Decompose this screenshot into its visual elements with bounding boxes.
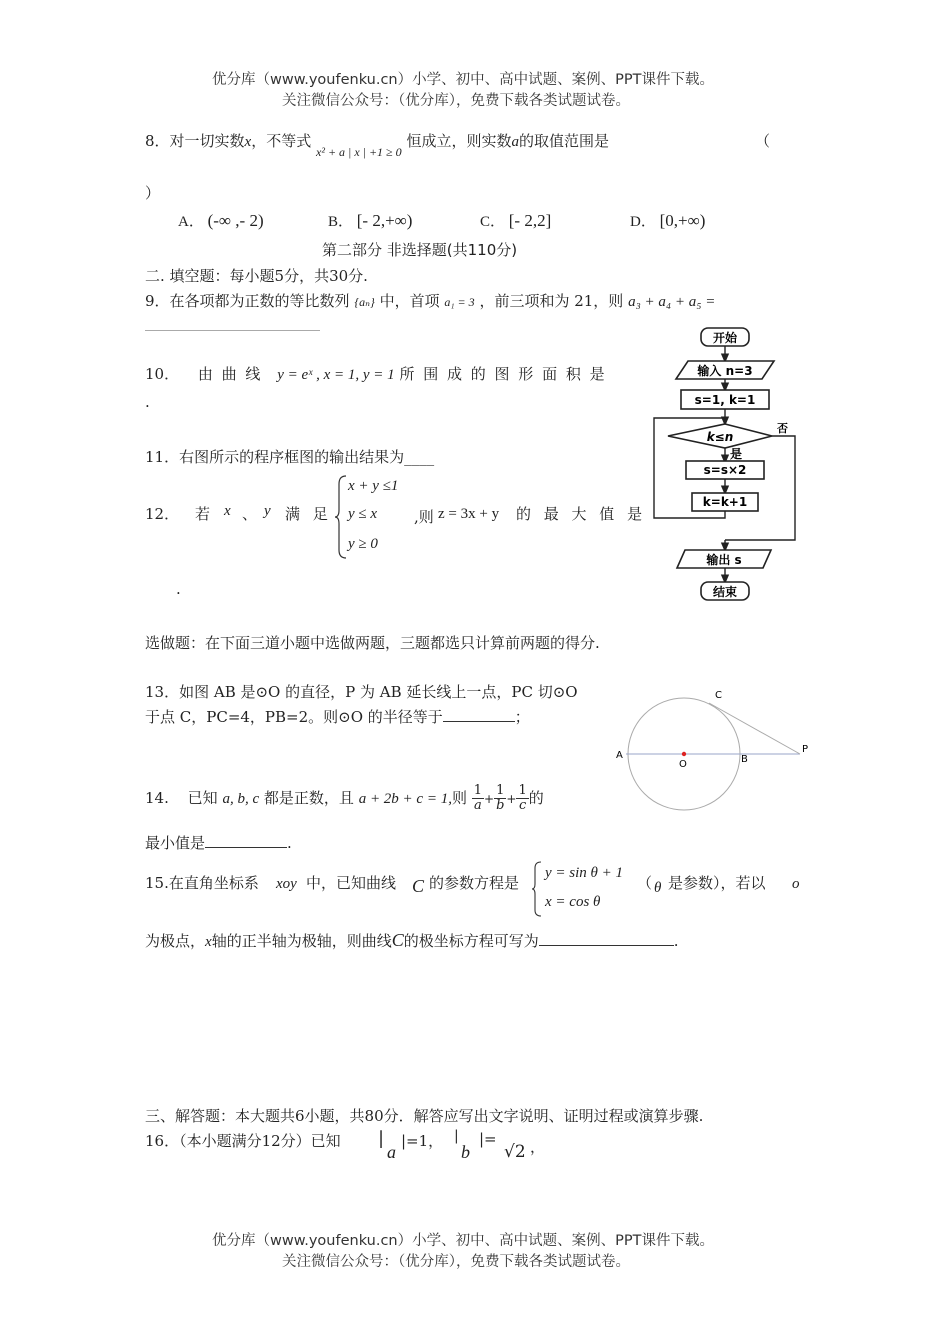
q15-x: x [205, 934, 212, 950]
flow-output-label: 输出 s [706, 553, 742, 567]
q9-a1: a₁ = 3 [444, 295, 475, 309]
frac-num: 1 [518, 783, 527, 798]
q10-formula: y = eˣ , x = 1, y = 1 [277, 367, 395, 383]
q16-vector-b: b [461, 1142, 470, 1162]
q15-line2a: 为极点， [145, 932, 206, 950]
q14-line-2 [145, 832, 292, 853]
q14-num: 14. [145, 788, 169, 807]
footer-line-2: 关注微信公众号：（优分库），免费下载各类试题试卷。 [282, 1254, 630, 1270]
flow-step1-label: s=s×2 [703, 463, 747, 477]
line-pc [709, 703, 800, 754]
option-value: [- 2,2] [508, 211, 552, 230]
q8-option-d [630, 210, 705, 231]
q14-frac-b [494, 784, 506, 814]
q8-suffix: 恒成立，则实数 [406, 132, 512, 150]
q16-eq2: |= [479, 1130, 497, 1148]
q8-option-b [328, 210, 412, 231]
q16-text: 16．（本小题满分12分）已知 [145, 1132, 341, 1150]
q14-frac-c [516, 784, 528, 814]
q15-text5: 是参数），若以 [668, 874, 766, 892]
q15-text3: 的参数方程是 [429, 874, 520, 892]
option-value: [- 2,+∞) [356, 211, 413, 230]
question-11: 11．右图所示的程序框图的输出结果为____ [145, 448, 435, 466]
flow-init-label: s=1, k=1 [694, 393, 756, 407]
q8-paren-close: ） [145, 184, 161, 202]
q8-middle: ，不等式 [251, 132, 312, 150]
q12-y: y [264, 503, 271, 519]
option-value: [0,+∞) [659, 211, 706, 230]
q12-constraint-1: x + y ≤1 [348, 478, 399, 494]
flow-yes-label: 是 [730, 447, 743, 461]
q14-plus-2: + [506, 791, 517, 806]
q15-brace [531, 860, 543, 918]
frac-den: a [474, 798, 482, 814]
flow-input-label: 输入 n=3 [697, 364, 753, 378]
q9-expr: a₃ + a₄ + a₅ = [628, 294, 716, 310]
label-a: A [616, 750, 623, 761]
q15-xoy: xoy [276, 876, 297, 892]
q9-text: 9．在各项都为正数的等比数列 [145, 292, 350, 310]
q9-text3: ，前三项和为 21，则 [479, 292, 624, 310]
option-label: A． [178, 214, 204, 230]
q14-text1: 已知 [187, 788, 218, 807]
option-label: B． [328, 214, 354, 230]
q15-blank [539, 945, 674, 946]
q14-text3: 则 [451, 788, 467, 807]
q8-var-a: a [511, 134, 519, 150]
q8-paren-open: （ [755, 132, 771, 150]
q16-eq1: |=1， [401, 1132, 444, 1150]
label-p: P [802, 744, 809, 755]
section2-heading: 二. 填空题：每小题5分，共30分. [145, 267, 368, 285]
frac-den: c [518, 798, 527, 814]
flow-start-label: 开始 [712, 331, 738, 345]
section3-heading: 三、解答题：本大题共6小题，共80分．解答应写出文字说明、证明过程或演算步骤. [145, 1107, 704, 1125]
q12-constraint-2: y ≤ x [348, 506, 378, 522]
q15-curve-c: C [412, 876, 425, 896]
frac-num: 1 [473, 783, 483, 798]
label-c: C [715, 690, 722, 701]
q10-text2: 所 围 成 的 图 形 面 积 是 [399, 365, 607, 383]
flow-step2-label: k=k+1 [702, 495, 748, 509]
q8-end: 的取值范围是 [518, 132, 609, 150]
q14-text2: 都是正数，且 [263, 788, 354, 807]
q13-tail: ； [514, 708, 530, 726]
q13-line2-text: 于点 C，PC=4，PB=2。则⊙O 的半径等于 [145, 708, 443, 726]
q14-vars: a, b, c [222, 790, 260, 807]
q8-prefix: 8．对一切实数 [145, 132, 245, 150]
q9-answer-line [145, 330, 320, 331]
q9-seq: {aₙ} [354, 295, 375, 309]
q14-blank [205, 847, 287, 848]
q14-frac-a [472, 784, 484, 814]
q15-text2: 中，已知曲线 [306, 874, 397, 892]
q13-line-1: 13．如图 AB 是⊙O 的直径，P 为 AB 延长线上一点，PC 切⊙O [145, 683, 578, 701]
q15-origin: o [792, 876, 800, 892]
q14-cond: a + 2b + c = 1, [358, 790, 452, 807]
footer-line-1: 优分库（www.youfenku.cn）小学、初中、高中试题、案例、PPT课件下载。 [212, 1233, 714, 1249]
center-point [682, 752, 686, 756]
q12-num: 12． [145, 505, 180, 523]
label-b: B [741, 754, 748, 765]
q15-theta: θ [654, 880, 662, 896]
q8-option-c [480, 210, 551, 231]
q16-vector-a: a [387, 1142, 396, 1162]
q12-brace [334, 474, 348, 560]
q12-text2: 满 足 [285, 505, 332, 523]
part2-title: 第二部分 非选择题(共110分) [322, 241, 518, 259]
q10-text1: 由 曲 线 [197, 365, 263, 383]
q14-line2-text: 最小值是 [145, 834, 206, 852]
q12-text1: 若 [195, 505, 211, 523]
q15-eq2: x = cos θ [545, 894, 601, 910]
q13-blank [443, 721, 515, 722]
flow-decision-label: k≤n [706, 430, 734, 444]
q10-num: 10． [145, 365, 180, 383]
option-label: C． [480, 214, 506, 230]
question-14 [145, 784, 544, 814]
q14-text4: 的 [528, 788, 544, 807]
q9-text2: 中，首项 [379, 292, 440, 310]
q15-text4: （ [637, 874, 653, 892]
q16-abs-bar-b: | [454, 1128, 459, 1144]
flow-end-label: 结束 [712, 585, 738, 599]
q15-eq1: y = sin θ + 1 [545, 865, 624, 881]
option-value: (-∞ ,- 2) [207, 211, 264, 230]
brace-path [532, 862, 541, 916]
q12-constraint-3: y ≥ 0 [348, 536, 378, 552]
q12-sep: 、 [242, 505, 258, 523]
question-9 [145, 290, 715, 311]
q15-line2c: 的极坐标方程可写为 [403, 932, 539, 950]
option-label: D． [630, 214, 656, 230]
q8-option-a [178, 210, 264, 231]
q16-abs-bar: | [378, 1128, 385, 1149]
circle-figure [612, 684, 817, 814]
flowchart [650, 326, 800, 606]
header-line-1: 优分库（www.youfenku.cn）小学、初中、高中试题、案例、PPT课件下载。 [212, 72, 714, 88]
q15-line-2 [145, 930, 679, 951]
question-10 [145, 363, 607, 384]
q12-text4: 的 最 大 值 是 [516, 505, 647, 523]
q15-curve-c-2: C [391, 930, 404, 950]
label-o: O [679, 759, 687, 770]
q12-text3: ,则 [414, 508, 434, 526]
q12-dot: . [176, 580, 181, 598]
q12-objective: z = 3x + y [438, 506, 500, 522]
q12-x: x [224, 503, 231, 519]
q14-plus-1: + [484, 791, 495, 806]
q14-dot: . [287, 834, 292, 852]
flow-no-label: 否 [777, 422, 788, 435]
q15-dot: . [673, 932, 679, 950]
frac-den: b [496, 798, 505, 814]
q15-text1: 15.在直角坐标系 [145, 874, 259, 892]
q16-comma: ， [530, 1138, 546, 1156]
frac-num: 1 [496, 783, 505, 798]
brace-path [335, 476, 346, 558]
q13-line-2 [145, 706, 530, 727]
q10-dot: . [145, 393, 150, 411]
header-line-2: 关注微信公众号：（优分库），免费下载各类试题试卷。 [282, 93, 630, 109]
q8-formula: x² + a | x | +1 ≥ 0 [316, 145, 402, 159]
q8-var-x: x [244, 134, 252, 150]
q15-line2b: 轴的正半轴为极轴，则曲线 [211, 932, 392, 950]
elective-heading: 选做题：在下面三道小题中选做两题，三题都选只计算前两题的得分. [145, 634, 600, 652]
q16-sqrt2: √2 [504, 1142, 526, 1162]
